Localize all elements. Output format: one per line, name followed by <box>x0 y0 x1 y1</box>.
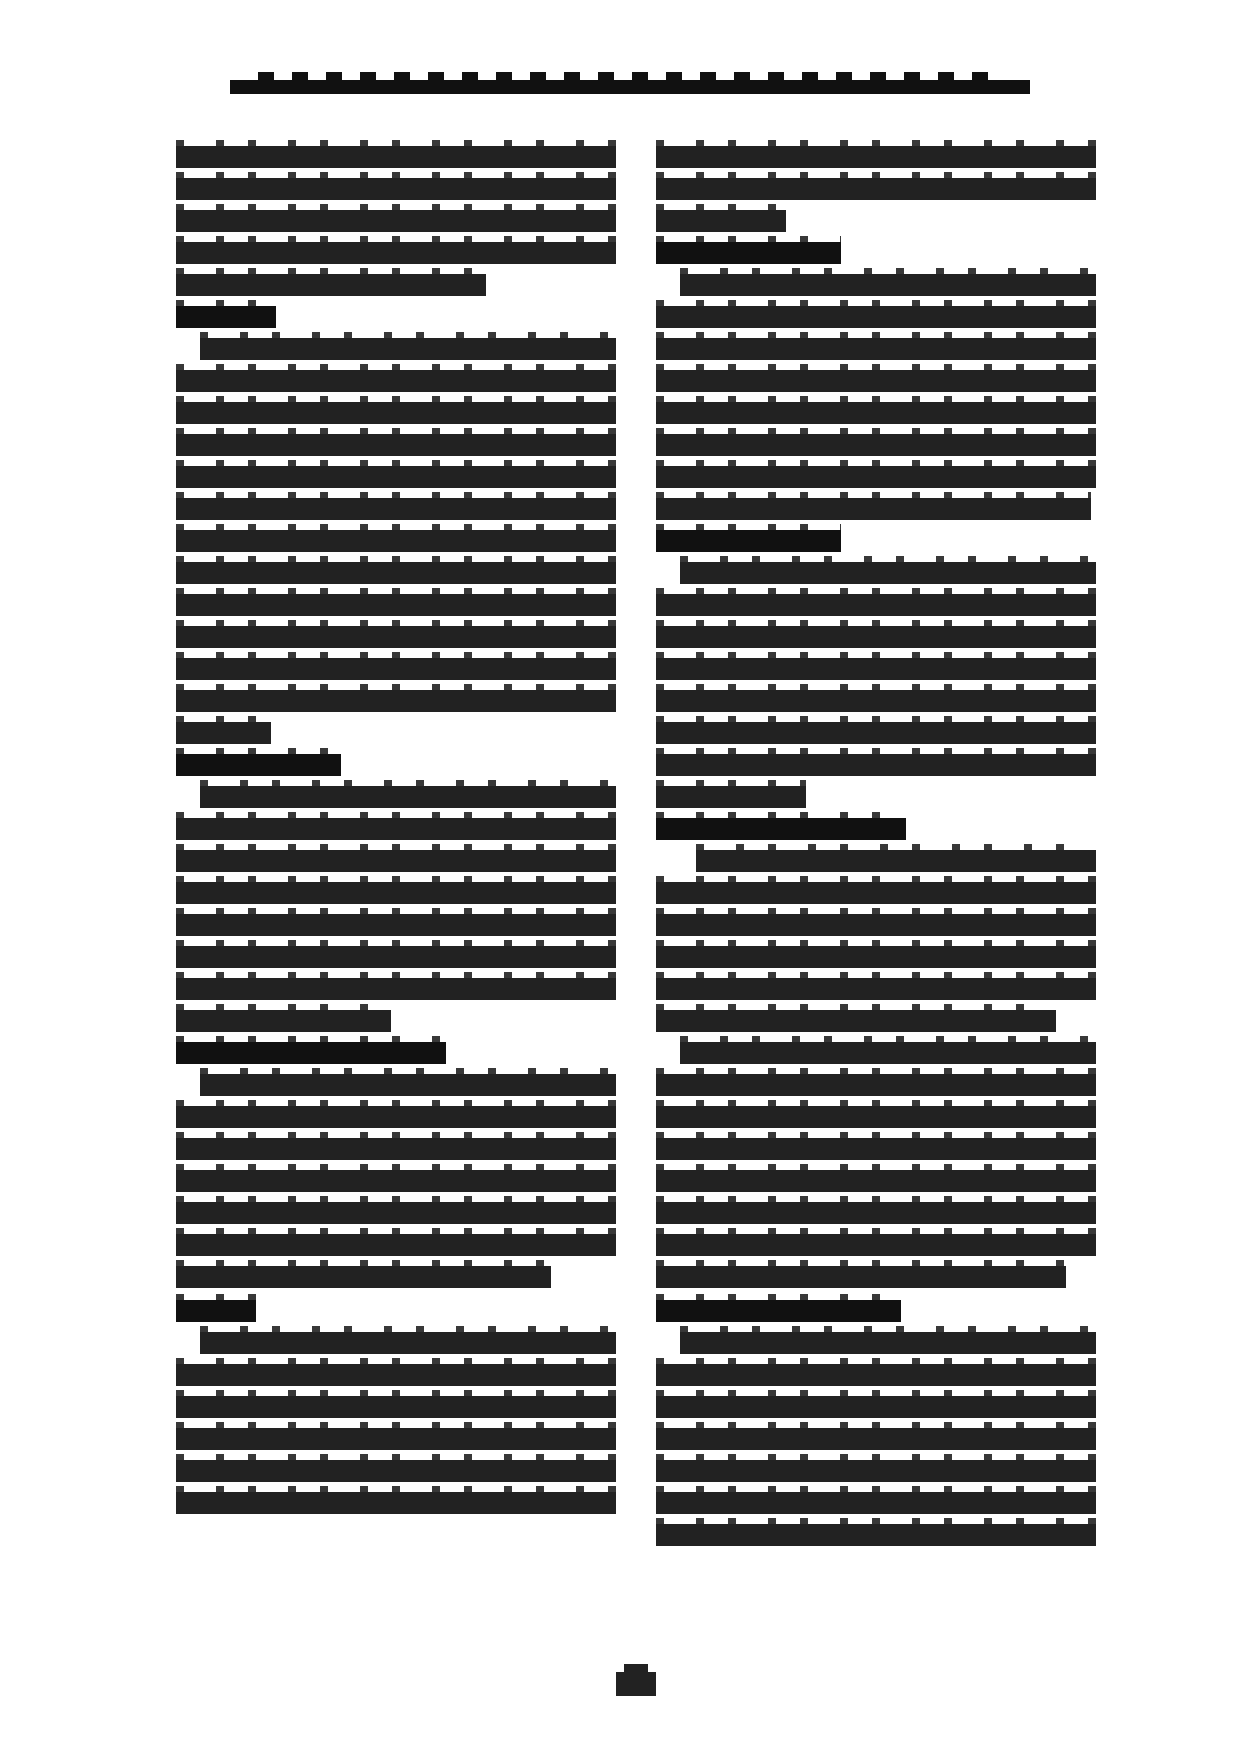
text-line <box>696 850 1096 872</box>
text-line <box>656 722 1096 744</box>
text-line <box>656 306 1096 328</box>
text-line <box>656 370 1096 392</box>
running-header <box>230 72 1030 94</box>
text-line <box>656 626 1096 648</box>
text-line <box>656 498 1091 520</box>
text-line <box>656 338 1096 360</box>
section-heading <box>656 530 841 552</box>
text-line <box>176 882 616 904</box>
text-line <box>176 1170 616 1192</box>
text-line <box>176 690 616 712</box>
text-line <box>176 1364 616 1386</box>
text-line <box>656 466 1096 488</box>
text-line <box>176 498 616 520</box>
text-line <box>176 722 271 744</box>
section-heading <box>176 306 276 328</box>
text-line <box>176 850 616 872</box>
text-line <box>176 562 616 584</box>
text-line <box>656 1106 1096 1128</box>
text-line <box>176 370 616 392</box>
text-line <box>656 786 806 808</box>
text-line <box>680 1332 1096 1354</box>
text-line <box>656 402 1096 424</box>
text-line <box>176 178 616 200</box>
text-line <box>200 786 616 808</box>
text-line <box>176 1202 616 1224</box>
text-line <box>656 914 1096 936</box>
text-line <box>656 882 1096 904</box>
text-line <box>176 242 616 264</box>
text-line <box>200 1332 616 1354</box>
text-line <box>176 530 616 552</box>
text-line <box>176 594 616 616</box>
text-line <box>176 978 616 1000</box>
text-line <box>200 1074 616 1096</box>
page-number <box>616 1672 656 1696</box>
text-line <box>176 1106 616 1128</box>
text-line <box>656 434 1096 456</box>
text-line <box>656 1492 1096 1514</box>
text-line <box>176 274 486 296</box>
text-line <box>176 946 616 968</box>
text-line <box>656 146 1096 168</box>
text-line <box>176 1010 391 1032</box>
text-line <box>656 1364 1096 1386</box>
text-line <box>656 754 1096 776</box>
text-line <box>176 1138 616 1160</box>
text-line <box>176 1266 551 1288</box>
text-line <box>656 594 1096 616</box>
text-line <box>656 1170 1096 1192</box>
text-line <box>176 626 616 648</box>
text-line <box>656 1234 1096 1256</box>
text-line <box>680 1042 1096 1064</box>
text-line <box>656 1074 1096 1096</box>
text-line <box>176 914 616 936</box>
text-line <box>656 1010 1056 1032</box>
text-line <box>176 466 616 488</box>
text-line <box>656 1428 1096 1450</box>
text-line <box>656 946 1096 968</box>
text-line <box>176 1492 616 1514</box>
running-header-text <box>230 72 231 73</box>
text-line <box>176 434 616 456</box>
section-heading <box>176 1300 256 1322</box>
text-line <box>656 178 1096 200</box>
text-line <box>656 1460 1096 1482</box>
text-line <box>680 274 1096 296</box>
text-line <box>680 562 1096 584</box>
text-line <box>656 1138 1096 1160</box>
text-line <box>656 978 1096 1000</box>
text-line <box>656 1202 1096 1224</box>
text-line <box>176 146 616 168</box>
section-heading <box>176 754 341 776</box>
text-line <box>176 1396 616 1418</box>
text-line <box>656 1524 1096 1546</box>
text-line <box>176 402 616 424</box>
text-line <box>656 1266 1066 1288</box>
text-line <box>656 658 1096 680</box>
text-line <box>176 658 616 680</box>
text-line <box>176 818 616 840</box>
text-line <box>176 1460 616 1482</box>
section-heading <box>656 1300 901 1322</box>
section-heading <box>176 1042 446 1064</box>
text-line <box>176 1428 616 1450</box>
text-line <box>656 690 1096 712</box>
section-heading <box>656 818 906 840</box>
text-line <box>656 1396 1096 1418</box>
text-line <box>200 338 616 360</box>
text-line <box>176 210 616 232</box>
section-heading <box>656 242 841 264</box>
page-number-text <box>616 1672 617 1673</box>
text-line <box>656 210 786 232</box>
running-header-text-block <box>230 80 1030 94</box>
text-line <box>176 1234 616 1256</box>
